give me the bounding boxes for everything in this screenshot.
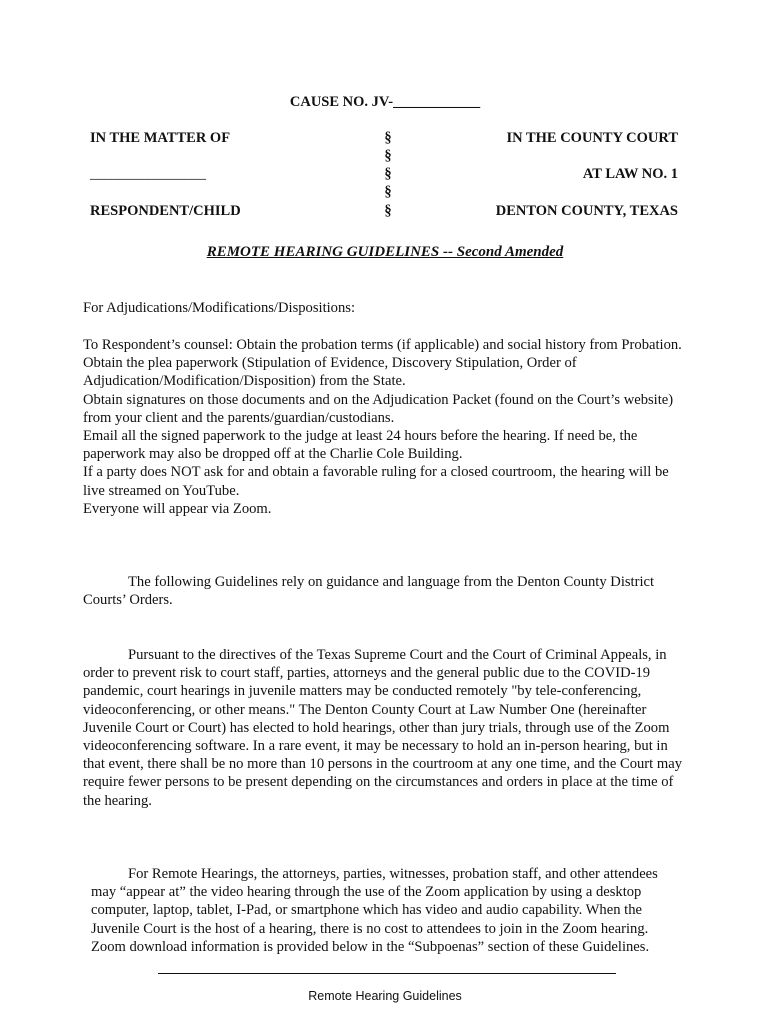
section-mark: §	[384, 148, 392, 164]
instruction-line: If a party does NOT ask for and obtain a favorable ruling for a closed courtroom, the hearing will be live streamed on YouTube.	[83, 464, 669, 499]
page-footer: Remote Hearing Guidelines	[308, 989, 462, 1003]
paragraph-remote-hearings	[91, 865, 681, 956]
paragraph-guidance	[83, 573, 693, 609]
section-heading-text: For Adjudications/Modifications/Dispositions:	[83, 300, 356, 316]
caption-left-1: IN THE MATTER OF	[90, 130, 231, 146]
paragraph-text: Pursuant to the directives of the Texas Supreme Court and the Court of Criminal Appeals, in order to prevent risk to court staff, parties, attorneys and the general public due to the COVID-19 pandemic, court hearings in juvenile matters may be conducted remotely "by tele-conferencing, videoconferencing, or other means." The Denton County Court at Law Number One (hereinafter Juvenile Court or Court) has elected to hold hearings, other than jury trials, through use of the Zoom videoconferencing software. In a rare event, it may be necessary to hold an in-person hearing, but in that event, there shall be no more than 10 persons in the courtroom at any one time, and the Court may require fewer persons to be present depending on the circumstances and orders in place at the time of the hearing.	[83, 647, 682, 809]
instruction-line: Obtain the plea paperwork (Stipulation of Evidence, Discovery Stipulation, Order of Adjudication/Modification/Disposition) from the State.	[83, 355, 577, 390]
section-mark: §	[384, 166, 392, 182]
section-mark: §	[384, 130, 392, 146]
paragraph-text: The following Guidelines rely on guidance and language from the Denton County District Courts’ Orders.	[83, 574, 655, 609]
paragraph-text: For Remote Hearings, the attorneys, parties, witnesses, probation staff, and other attendees may “appear at” the video hearing through the use of the Zoom application by using a desktop computer, laptop, tablet, I-Pad, or smartphone which has video and audio capability. When the Juvenile Court is the host of a hearing, there is no cost to attendees to join in the Zoom hearing. Zoom download information is provided below in the “Subpoenas” section of these Guidelines.	[91, 866, 658, 955]
section-heading	[83, 299, 693, 317]
instruction-line: Obtain signatures on those documents and on the Adjudication Packet (found on the Court’s website) from your client and the parents/guardian/custodians.	[83, 391, 674, 426]
section-mark: §	[384, 184, 392, 200]
cause-number: CAUSE NO. JV-____________	[289, 94, 481, 110]
paragraph-directives	[83, 646, 693, 810]
instruction-line: To Respondent’s counsel: Obtain the probation terms (if applicable) and social history from Probation.	[83, 337, 682, 353]
caption-right-2: AT LAW NO. 1	[582, 166, 678, 182]
document-title: REMOTE HEARING GUIDELINES -- Second Amended	[206, 244, 564, 260]
footer-divider	[158, 973, 616, 974]
instructions-block	[83, 336, 693, 518]
caption-left-3: RESPONDENT/CHILD	[90, 203, 241, 219]
section-mark: §	[384, 203, 392, 219]
caption-left-blank: ________________	[90, 166, 206, 182]
instruction-line: Email all the signed paperwork to the judge at least 24 hours before the hearing. If need be, the paperwork may also be dropped off at the Charlie Cole Building.	[83, 428, 638, 463]
caption-right-3: DENTON COUNTY, TEXAS	[495, 203, 678, 219]
instruction-line: Everyone will appear via Zoom.	[83, 500, 272, 517]
caption-right-1: IN THE COUNTY COURT	[506, 130, 678, 146]
